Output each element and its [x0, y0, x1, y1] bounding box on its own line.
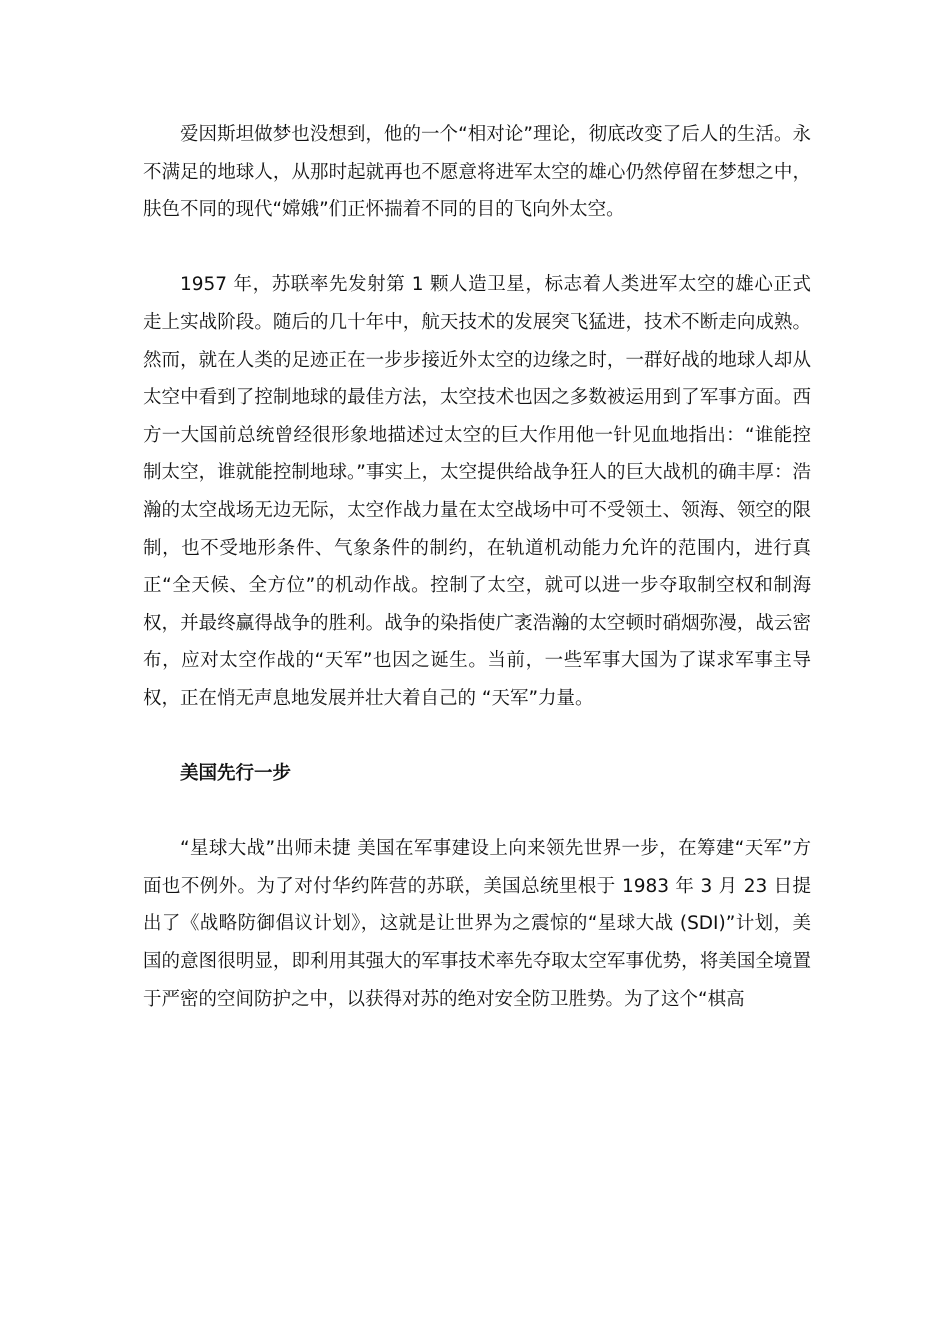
paragraph-einstein: 爱因斯坦做梦也没想到，他的一个“相对论”理论，彻底改变了后人的生活。永不满足的地球人，从那时起就再也不愿意将进军太空的雄心仍然停留在梦想之中，肤色不同的现代“嫦娥”们正怀揣着不同的目的飞向外太空。: [143, 124, 811, 221]
paragraph-star-wars: “星球大战”出师未捷 美国在军事建设上向来领先世界一步，在筹建“天军”方面也不例外。为了对付华约阵营的苏联，美国总统里根于 1983 年 3 月 23 日提出了《战略防御倡议计划》，这就是让世界为之震惊的“星球大战 (SDI)”计划，美国的意图很明显，即利用其强大的军事技术率先夺取太空军事优势，将美国全境置于严密的空间防护之中，以获得对苏的绝对安全防卫胜势。为了这个“棋高: [143, 838, 811, 1010]
paragraph-satellite-history: 1957 年，苏联率先发射第 1 颗人造卫星，标志着人类进军太空的雄心正式走上实战阶段。随后的几十年中，航天技术的发展突飞猛进，技术不断走向成熟。然而，就在人类的足迹正在一步步接近外太空的边缘之时，一群好战的地球人却从太空中看到了控制地球的最佳方法，太空技术也因之多数被运用到了军事方面。西方一大国前总统曾经很形象地描述过太空的巨大作用他一针见血地指出：“谁能控制太空，谁就能控制地球。”事实上，太空提供给战争狂人的巨大战机的确丰厚：浩瀚的太空战场无边无际，太空作战力量在太空战场中可不受领土、领海、领空的限制，也不受地形条件、气象条件的制约，在轨道机动能力允许的范围内，进行真正“全天候、全方位”的机动作战。控制了太空，就可以进一步夺取制空权和制海权，并最终赢得战争的胜利。战争的染指使广袤浩瀚的太空顿时硝烟弥漫，战云密布，应对太空作战的“天军”也因之诞生。当前，一些军事大国为了谋求军事主导权，正在悄无声息地发展并壮大着自己的 “天军”力量。: [143, 274, 811, 709]
document-body: [143, 116, 811, 1056]
section-heading: 美国先行一步: [180, 763, 292, 785]
